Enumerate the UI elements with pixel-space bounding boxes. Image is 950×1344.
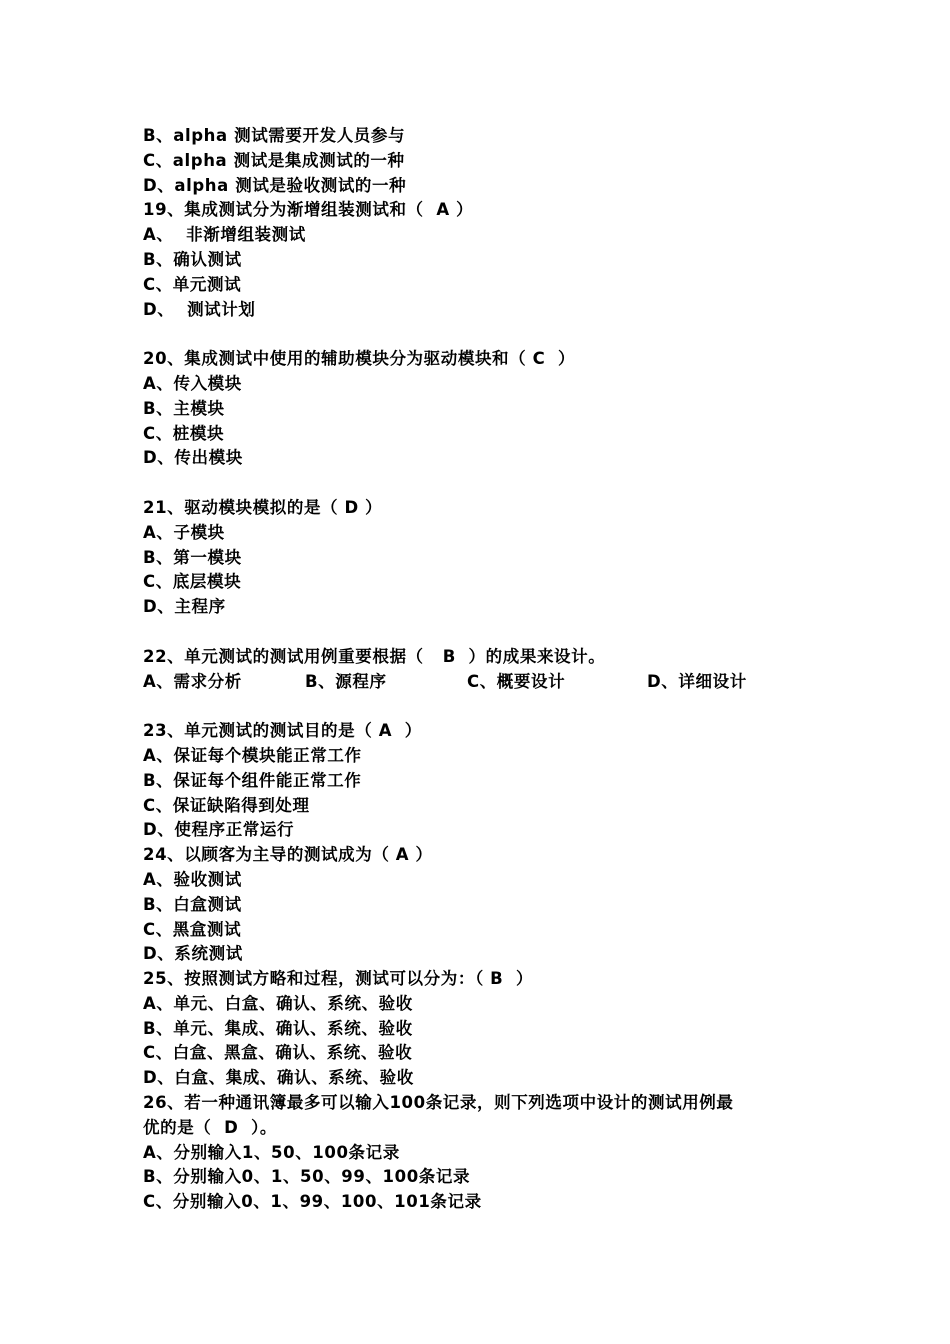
- q24-option-b: B、白盒测试: [143, 894, 242, 914]
- spacer: [143, 322, 823, 347]
- q26-option-b: B、分别输入0、1、50、99、100条记录: [143, 1167, 471, 1187]
- spacer: [143, 471, 823, 496]
- q25-option-d: D、白盒、集成、确认、系统、验收: [143, 1068, 414, 1088]
- q21-option-d: D、主程序: [143, 597, 226, 617]
- q22-option-c: C、概要设计: [467, 671, 566, 691]
- q24-option-d: D、系统测试: [143, 944, 243, 964]
- q24-option-c: C、黑盒测试: [143, 919, 242, 939]
- q25-question: 25、按照测试方略和过程，测试可以分为：（ B ）: [143, 969, 534, 989]
- q19-option-d: D、 测试计划: [143, 299, 256, 319]
- q21-option-b: B、第一模块: [143, 547, 242, 567]
- question-list: [143, 124, 823, 1215]
- q21-question: 21、驱动模块模拟的是（ D ）: [143, 497, 383, 517]
- q26-option-c: C、分别输入0、1、99、100、101条记录: [143, 1192, 482, 1212]
- q24-option-a: A、验收测试: [143, 869, 242, 889]
- q23-question: 23、单元测试的测试目的是（ A ）: [143, 721, 422, 741]
- q20-option-c: C、桩模块: [143, 423, 225, 443]
- q25-option-a: A、单元、白盒、确认、系统、验收: [143, 993, 413, 1013]
- q22-option-b: B、源程序: [305, 671, 387, 691]
- q21-option-a: A、子模块: [143, 522, 225, 542]
- q22-question: 22、单元测试的测试用例重要根据（ B ）的成果来设计。: [143, 646, 606, 666]
- q19-question: 19、集成测试分为渐增组装测试和（ A ）: [143, 200, 474, 220]
- q21-option-c: C、底层模块: [143, 572, 242, 592]
- q20-question: 20、集成测试中使用的辅助模块分为驱动模块和（ C ）: [143, 349, 576, 369]
- q26-option-a: A、分别输入1、50、100条记录: [143, 1142, 400, 1162]
- q19-option-a: A、 非渐增组装测试: [143, 225, 306, 245]
- q18-option-d: D、alpha 测试是验收测试的一种: [143, 175, 407, 195]
- q23-option-d: D、使程序正常运行: [143, 820, 295, 840]
- q20-option-a: A、传入模块: [143, 373, 242, 393]
- q24-question: 24、以顾客为主导的测试成为（ A ）: [143, 845, 433, 865]
- spacer: [143, 620, 823, 645]
- q20-option-d: D、传出模块: [143, 448, 243, 468]
- q23-option-a: A、保证每个模块能正常工作: [143, 745, 362, 765]
- q19-option-b: B、确认测试: [143, 249, 242, 269]
- q22-options-row: [143, 670, 823, 695]
- q26-question-line2: 优的是（ D ）。: [143, 1117, 278, 1137]
- q23-option-b: B、保证每个组件能正常工作: [143, 770, 362, 790]
- spacer: [143, 694, 823, 719]
- q19-option-c: C、单元测试: [143, 274, 242, 294]
- q23-option-c: C、保证缺陷得到处理: [143, 795, 310, 815]
- q26-question-line1: 26、若一种通讯簿最多可以输入100条记录，则下列选项中设计的测试用例最: [143, 1093, 734, 1113]
- q25-option-b: B、单元、集成、确认、系统、验收: [143, 1018, 413, 1038]
- q20-option-b: B、主模块: [143, 398, 225, 418]
- q18-option-c: C、alpha 测试是集成测试的一种: [143, 150, 405, 170]
- q22-option-d: D、详细设计: [647, 671, 747, 691]
- q25-option-c: C、白盒、黑盒、确认、系统、验收: [143, 1043, 413, 1063]
- q18-option-b: B、alpha 测试需要开发人员参与: [143, 126, 406, 145]
- q22-option-a: A、需求分析: [143, 671, 242, 691]
